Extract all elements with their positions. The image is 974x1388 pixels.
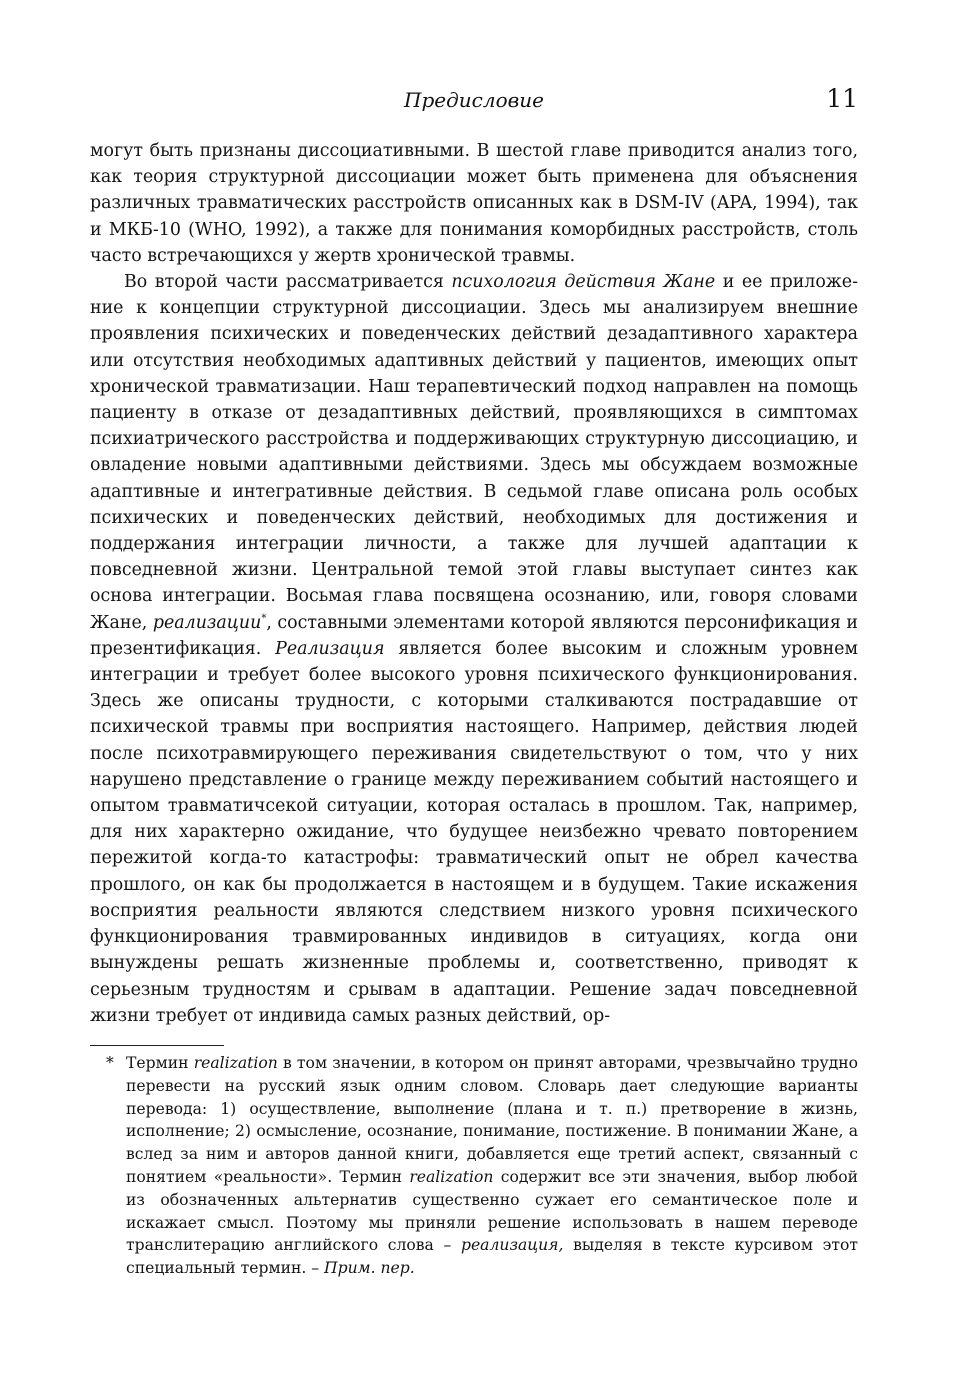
fn-text-a: Термин bbox=[126, 1054, 194, 1072]
footnote-marker: * bbox=[106, 1054, 114, 1072]
footnote-text bbox=[126, 1052, 858, 1280]
fn-italic-realization: realization bbox=[193, 1054, 278, 1072]
footnote bbox=[90, 1052, 858, 1280]
fn-translator-note: Прим. пер. bbox=[324, 1259, 415, 1278]
footnote-divider bbox=[90, 1045, 224, 1046]
page-number: 11 bbox=[826, 84, 858, 113]
p2-text-h: является более высоким и сложным уровнем интеграции и требует более высокого уровня психического функционирования. Здесь же описаны трудности, с которыми сталкиваются пострадавшие от психической травмы при восприятия настоящего. Например, действия людей после психотравмирующего переживания свидетельствуют о том, что у них нарушено представление о границе между переживанием событий настоящего и опытом травматичсекой ситуации, которая осталась в прошлом. Так, например, для них характерно ожидание, что будущее неизбежно чревато повторением пережитой когда-то катастрофы: травматический опыт не обрел качества прошлого, он как бы продолжается в настоящем и в будущем. Такие искажения восприятия реальности являются следствием низкого уровня психического функционирования травмированных индивидов в ситуациях, когда они вынуждены решать жизненные проблемы и, соответственно, приводят к серьезным трудностям и срывам в адаптации. Решение задач повседневной жизни требует от индивида самых разных действий, ор- bbox=[90, 638, 858, 1026]
paragraph-1: могут быть признаны диссоциативными. В шестой главе приводится анализ того, как теория структурной диссоциации может быть применена для объяснения различных травматических расстройств описанных как в DSM-IV (APA, 1994), так и МКБ-10 (WHO, 1992), а также для понимания коморбидных расстройств, столь часто встречающихся у жертв хронической травмы. bbox=[90, 141, 858, 266]
p2-text-f: , составными элементами которой являются персонификация и презентификация. bbox=[90, 612, 858, 659]
p2-text-c: и ее приложение к концепции структурной диссоциации. Здесь мы анализируем внешние проявления психических и поведенческих действий дезадаптивного характера или отсутствия необходимых адаптивных действий у пациентов, имеющих опыт хронической травматизации. Наш терапевтический подход направлен на помощь пациенту в отказе от дезадаптивных действий, проявляющихся в симптомах психиатрического расстройства и поддерживающих структурную диссоциацию, и овладение новыми адаптивными действиями. Здесь мы обсуждаем возможные адаптивные и интегративные действия. В седьмой главе описана роль особых психических и поведенческих действий, необходимых для достижения и поддержания интеграции личности, а также для лучшей адаптации к повседневной жизни. Центральной темой этой главы выступает синтез как основа интеграции. Восьмая глава посвящена осознанию, или, говоря словами Жане, bbox=[90, 272, 858, 633]
footnote-reference[interactable]: * bbox=[261, 612, 267, 624]
fn-text-e: содержит все эти значения, выбор любой из обозначенных альтернатив существенно сужает его семантическое поле и искажает смысл. Поэтому мы приняли решение использовать в нашем переводе транслитерацию английского слова – bbox=[126, 1167, 859, 1255]
fn-text-g: выделяя в тексте курсивом этот специальный термин. – bbox=[126, 1236, 859, 1278]
p2-italic-janet-psychology: психология действия Жане bbox=[451, 272, 716, 293]
fn-italic-realizatsiya: реализация, bbox=[460, 1236, 564, 1255]
fn-text-c: в том значении, в котором он принят авторами, чрезвычайно трудно перевести на русский язык одним словом. Словарь дает следующие варианты перевода: 1) осуществление, выполнение (плана и т. п.) претворение в жизнь, исполнение; 2) осмысление, осознание, понимание, постижение. В понимании Жане, а вслед за ним и авторов данной книги, добавляется еще третий аспект, связанный с понятием «реальности». Термин bbox=[126, 1054, 858, 1186]
p2-italic-realization-2: Реализация bbox=[275, 638, 385, 659]
fn-italic-realization-2: realization bbox=[409, 1167, 494, 1186]
p2-italic-realization: реализации bbox=[152, 612, 262, 633]
paragraph-2 bbox=[90, 269, 858, 1029]
main-text bbox=[90, 138, 858, 1029]
running-title: Предисловие bbox=[404, 88, 544, 112]
p2-text-a: Во второй части рассматривается bbox=[124, 272, 452, 293]
page-header bbox=[90, 84, 858, 118]
